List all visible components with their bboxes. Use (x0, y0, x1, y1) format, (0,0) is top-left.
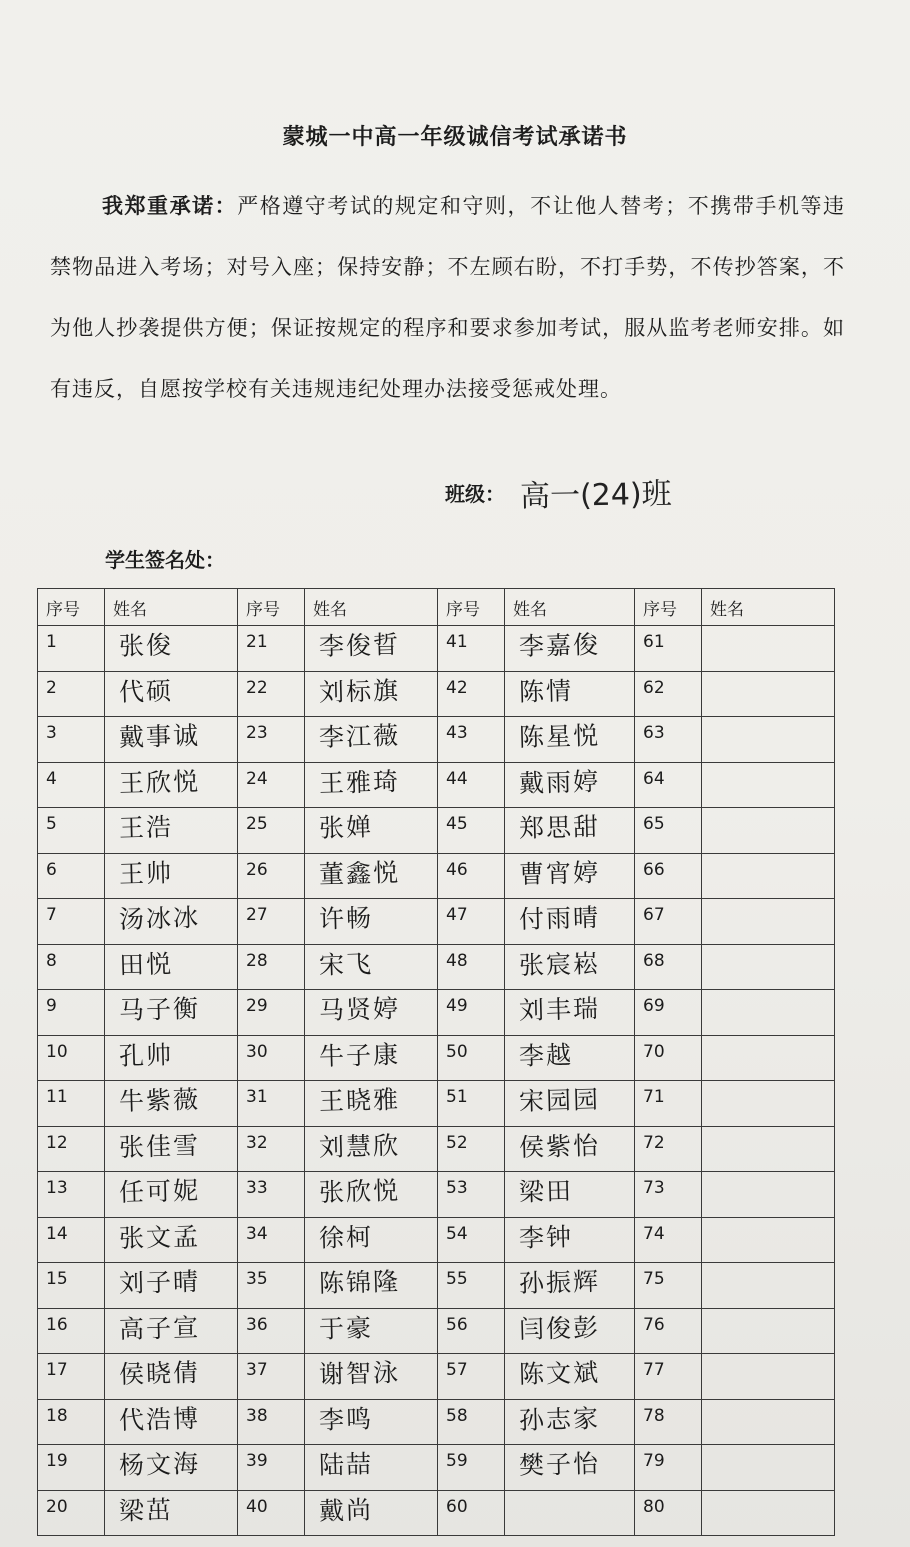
signature-cell (505, 1445, 635, 1491)
signature-cell (105, 1081, 238, 1127)
seat-number: 69 (635, 990, 702, 1036)
seat-number: 23 (238, 717, 305, 763)
table-header-row (38, 589, 835, 626)
signature-cell (105, 1217, 238, 1263)
table-body (38, 626, 835, 1536)
seat-number: 5 (38, 808, 105, 854)
seat-number: 64 (635, 762, 702, 808)
student-signature: 徐柯 (318, 1221, 374, 1253)
signature-cell (702, 808, 835, 854)
seat-number: 45 (438, 808, 505, 854)
student-signature: 牛子康 (318, 1039, 401, 1071)
signature-cell (305, 808, 438, 854)
signature-cell (702, 944, 835, 990)
signature-cell (505, 899, 635, 945)
signature-cell (305, 1081, 438, 1127)
student-signature: 孙志家 (518, 1403, 601, 1435)
seat-number: 33 (238, 1172, 305, 1218)
signature-cell (305, 1217, 438, 1263)
student-signature: 刘丰瑞 (518, 993, 601, 1026)
student-signature: 田悦 (118, 948, 174, 980)
signature-cell (105, 944, 238, 990)
table-row (38, 1308, 835, 1354)
seat-number: 26 (238, 853, 305, 899)
student-signature: 郑思甜 (518, 811, 601, 844)
seat-number: 55 (438, 1263, 505, 1309)
signature-cell (702, 1217, 835, 1263)
signature-cell (505, 853, 635, 899)
seat-number: 22 (238, 671, 305, 717)
header-number: 序号 (438, 589, 505, 626)
signature-cell (305, 990, 438, 1036)
signature-cell (702, 990, 835, 1036)
signature-cell (702, 1081, 835, 1127)
seat-number: 70 (635, 1035, 702, 1081)
table-row (38, 1490, 835, 1536)
signature-cell (105, 899, 238, 945)
student-signature: 杨文海 (118, 1448, 201, 1481)
student-signature: 李鸣 (318, 1403, 374, 1435)
signature-cell (305, 1354, 438, 1400)
student-signature: 刘慧欣 (318, 1130, 401, 1162)
table-row (38, 1035, 835, 1081)
seat-number: 6 (38, 853, 105, 899)
signature-cell (105, 808, 238, 854)
signature-section-label: 学生签名处： (105, 548, 225, 572)
table-row (38, 1354, 835, 1400)
seat-number: 28 (238, 944, 305, 990)
signature-cell (305, 671, 438, 717)
student-signature: 汤冰冰 (118, 902, 201, 935)
student-signature: 马子衡 (118, 993, 201, 1026)
student-signature: 张欣悦 (318, 1175, 401, 1208)
signature-cell (702, 671, 835, 717)
signature-table (37, 588, 835, 1536)
signature-cell (702, 1172, 835, 1218)
seat-number: 30 (238, 1035, 305, 1081)
seat-number: 59 (438, 1445, 505, 1491)
student-signature: 李越 (518, 1039, 574, 1071)
signature-cell (105, 626, 238, 672)
seat-number: 62 (635, 671, 702, 717)
student-signature: 侯晓倩 (118, 1357, 201, 1390)
signature-cell (305, 1035, 438, 1081)
table-row (38, 626, 835, 672)
signature-cell (105, 1172, 238, 1218)
student-signature: 戴尚 (318, 1494, 374, 1526)
signature-cell (702, 626, 835, 672)
signature-cell (702, 1126, 835, 1172)
student-signature: 张宸崧 (518, 948, 601, 980)
seat-number: 77 (635, 1354, 702, 1400)
signature-cell (505, 1217, 635, 1263)
signature-cell (105, 717, 238, 763)
student-signature: 樊子怡 (518, 1448, 601, 1481)
seat-number: 63 (635, 717, 702, 763)
seat-number: 65 (635, 808, 702, 854)
table-row (38, 671, 835, 717)
student-signature: 王雅琦 (318, 766, 401, 798)
student-signature: 陆喆 (318, 1449, 374, 1480)
student-signature: 侯紫怡 (518, 1130, 601, 1162)
table-row (38, 1263, 835, 1309)
seat-number: 34 (238, 1217, 305, 1263)
seat-number: 53 (438, 1172, 505, 1218)
student-signature: 刘标旗 (318, 675, 401, 707)
signature-cell (505, 1126, 635, 1172)
seat-number: 19 (38, 1445, 105, 1491)
student-signature: 张俊 (118, 630, 174, 661)
seat-number: 43 (438, 717, 505, 763)
seat-number: 31 (238, 1081, 305, 1127)
seat-number: 10 (38, 1035, 105, 1081)
signature-cell (105, 671, 238, 717)
student-signature: 高子宣 (118, 1312, 201, 1344)
signature-cell (105, 853, 238, 899)
seat-number: 38 (238, 1399, 305, 1445)
student-signature: 付雨晴 (518, 902, 601, 935)
seat-number: 46 (438, 853, 505, 899)
seat-number: 32 (238, 1126, 305, 1172)
header-number: 序号 (238, 589, 305, 626)
seat-number: 29 (238, 990, 305, 1036)
signature-cell (305, 1445, 438, 1491)
seat-number: 49 (438, 990, 505, 1036)
student-signature: 张佳雪 (118, 1130, 201, 1162)
student-signature: 曹宵婷 (518, 857, 601, 889)
seat-number: 48 (438, 944, 505, 990)
student-signature: 梁田 (518, 1176, 574, 1207)
seat-number: 75 (635, 1263, 702, 1309)
seat-number: 54 (438, 1217, 505, 1263)
signature-cell (505, 1081, 635, 1127)
document-title: 蒙城一中高一年级诚信考试承诺书 (282, 124, 628, 150)
table-row (38, 899, 835, 945)
student-signature: 李俊晢 (318, 629, 401, 662)
signature-cell (505, 1172, 635, 1218)
seat-number: 35 (238, 1263, 305, 1309)
header-number: 序号 (635, 589, 702, 626)
signature-cell (305, 1490, 438, 1536)
table-row (38, 1172, 835, 1218)
seat-number: 56 (438, 1308, 505, 1354)
signature-cell (505, 1399, 635, 1445)
seat-number: 66 (635, 853, 702, 899)
signature-cell (702, 762, 835, 808)
seat-number: 79 (635, 1445, 702, 1491)
seat-number: 37 (238, 1354, 305, 1400)
student-signature: 宋园园 (518, 1084, 601, 1117)
seat-number: 71 (635, 1081, 702, 1127)
table-row (38, 1445, 835, 1491)
signature-cell (505, 808, 635, 854)
student-signature: 陈情 (518, 675, 574, 707)
table-row (38, 944, 835, 990)
signature-cell (702, 717, 835, 763)
signature-cell (505, 1263, 635, 1309)
table-row (38, 1126, 835, 1172)
seat-number: 72 (635, 1126, 702, 1172)
signature-cell (505, 944, 635, 990)
student-signature: 许畅 (318, 903, 374, 934)
table-row (38, 762, 835, 808)
seat-number: 14 (38, 1217, 105, 1263)
signature-cell (305, 899, 438, 945)
signature-cell (305, 853, 438, 899)
seat-number: 58 (438, 1399, 505, 1445)
seat-number: 4 (38, 762, 105, 808)
signature-cell (105, 1490, 238, 1536)
seat-number: 61 (635, 626, 702, 672)
student-signature: 代浩博 (118, 1403, 201, 1435)
seat-number: 73 (635, 1172, 702, 1218)
table-row (38, 1217, 835, 1263)
student-signature: 王浩 (118, 812, 174, 843)
signature-cell (702, 1399, 835, 1445)
student-signature: 孙振辉 (518, 1266, 601, 1299)
signature-cell (505, 671, 635, 717)
student-signature: 陈星悦 (518, 720, 601, 753)
seat-number: 15 (38, 1263, 105, 1309)
seat-number: 39 (238, 1445, 305, 1491)
seat-number: 8 (38, 944, 105, 990)
signature-cell (505, 1490, 635, 1536)
class-value: 高一(24)班 (519, 476, 672, 515)
seat-number: 68 (635, 944, 702, 990)
student-signature: 张文孟 (118, 1221, 201, 1253)
signature-cell (702, 1490, 835, 1536)
seat-number: 3 (38, 717, 105, 763)
table-row (38, 853, 835, 899)
student-signature: 马贤婷 (318, 993, 401, 1026)
signature-cell (505, 762, 635, 808)
pledge-lead: 我郑重承诺： (102, 193, 238, 218)
class-label: 班级： (445, 482, 505, 506)
signature-cell (702, 1354, 835, 1400)
student-signature: 孔帅 (118, 1039, 174, 1071)
student-signature: 谢智泳 (318, 1357, 401, 1390)
seat-number: 20 (38, 1490, 105, 1536)
signature-cell (702, 1035, 835, 1081)
seat-number: 27 (238, 899, 305, 945)
student-signature: 闫俊彭 (518, 1312, 601, 1344)
signature-cell (105, 1308, 238, 1354)
pledge-text: 严格遵守考试的规定和守则，不让他人替考；不携带手机等违禁物品进入考场；对号入座；保持安静；不左顾右盼，不打手势，不传抄答案，不为他人抄袭提供方便；保证按规定的程序和要求参加考试，服从监考老师安排。如有违反，自愿按学校有关违规违纪处理办法接受惩戒处理。 (50, 194, 845, 401)
seat-number: 52 (438, 1126, 505, 1172)
student-signature: 戴事诚 (118, 720, 201, 753)
signature-cell (105, 990, 238, 1036)
signature-cell (105, 1399, 238, 1445)
seat-number: 18 (38, 1399, 105, 1445)
signature-cell (702, 1263, 835, 1309)
header-name: 姓名 (105, 589, 238, 626)
signature-cell (505, 626, 635, 672)
seat-number: 74 (635, 1217, 702, 1263)
signature-cell (702, 1445, 835, 1491)
seat-number: 2 (38, 671, 105, 717)
seat-number: 42 (438, 671, 505, 717)
signature-cell (105, 1354, 238, 1400)
seat-number: 60 (438, 1490, 505, 1536)
student-signature: 陈文斌 (518, 1357, 601, 1390)
header-name: 姓名 (702, 589, 835, 626)
seat-number: 50 (438, 1035, 505, 1081)
seat-number: 47 (438, 899, 505, 945)
student-signature: 李江薇 (318, 720, 401, 753)
table-row (38, 990, 835, 1036)
signature-cell (505, 1308, 635, 1354)
signature-cell (305, 944, 438, 990)
signature-cell (505, 990, 635, 1036)
student-signature: 王欣悦 (118, 766, 201, 798)
signature-cell (105, 1445, 238, 1491)
student-signature: 董鑫悦 (318, 857, 401, 889)
seat-number: 11 (38, 1081, 105, 1127)
seat-number: 9 (38, 990, 105, 1036)
signature-cell (505, 1035, 635, 1081)
signature-cell (702, 853, 835, 899)
header-name: 姓名 (505, 589, 635, 626)
signature-cell (702, 899, 835, 945)
signature-cell (105, 762, 238, 808)
seat-number: 24 (238, 762, 305, 808)
student-signature: 宋飞 (318, 948, 374, 980)
signature-cell (105, 1126, 238, 1172)
student-signature: 任可妮 (118, 1175, 201, 1208)
student-signature: 王帅 (118, 857, 174, 889)
signature-cell (305, 762, 438, 808)
signature-cell (305, 626, 438, 672)
signature-cell (305, 1308, 438, 1354)
header-name: 姓名 (305, 589, 438, 626)
signature-cell (105, 1263, 238, 1309)
seat-number: 16 (38, 1308, 105, 1354)
student-signature: 代硕 (118, 675, 174, 707)
student-signature: 王晓雅 (318, 1084, 401, 1117)
seat-number: 21 (238, 626, 305, 672)
signature-cell (505, 717, 635, 763)
student-signature: 于豪 (318, 1312, 374, 1344)
seat-number: 36 (238, 1308, 305, 1354)
seat-number: 12 (38, 1126, 105, 1172)
student-signature: 戴雨婷 (518, 766, 601, 798)
seat-number: 7 (38, 899, 105, 945)
signature-cell (505, 1354, 635, 1400)
signature-cell (305, 1263, 438, 1309)
seat-number: 44 (438, 762, 505, 808)
seat-number: 17 (38, 1354, 105, 1400)
student-signature: 李钟 (518, 1221, 574, 1253)
signature-cell (305, 1172, 438, 1218)
student-signature: 张婵 (318, 812, 374, 843)
student-signature: 刘子晴 (118, 1266, 201, 1299)
student-signature: 李嘉俊 (518, 629, 601, 662)
student-signature: 陈锦隆 (318, 1266, 401, 1299)
pledge-paragraph (50, 175, 845, 420)
seat-number: 41 (438, 626, 505, 672)
seat-number: 67 (635, 899, 702, 945)
seat-number: 57 (438, 1354, 505, 1400)
signature-cell (305, 1126, 438, 1172)
seat-number: 76 (635, 1308, 702, 1354)
table-row (38, 1399, 835, 1445)
signature-cell (305, 1399, 438, 1445)
signature-cell (702, 1308, 835, 1354)
seat-number: 1 (38, 626, 105, 672)
header-number: 序号 (38, 589, 105, 626)
signature-cell (305, 717, 438, 763)
table-row (38, 808, 835, 854)
table-row (38, 717, 835, 763)
seat-number: 13 (38, 1172, 105, 1218)
seat-number: 78 (635, 1399, 702, 1445)
seat-number: 80 (635, 1490, 702, 1536)
seat-number: 25 (238, 808, 305, 854)
signature-cell (105, 1035, 238, 1081)
table-row (38, 1081, 835, 1127)
student-signature: 梁茁 (118, 1494, 174, 1526)
student-signature: 牛紫薇 (118, 1084, 201, 1117)
seat-number: 51 (438, 1081, 505, 1127)
seat-number: 40 (238, 1490, 305, 1536)
